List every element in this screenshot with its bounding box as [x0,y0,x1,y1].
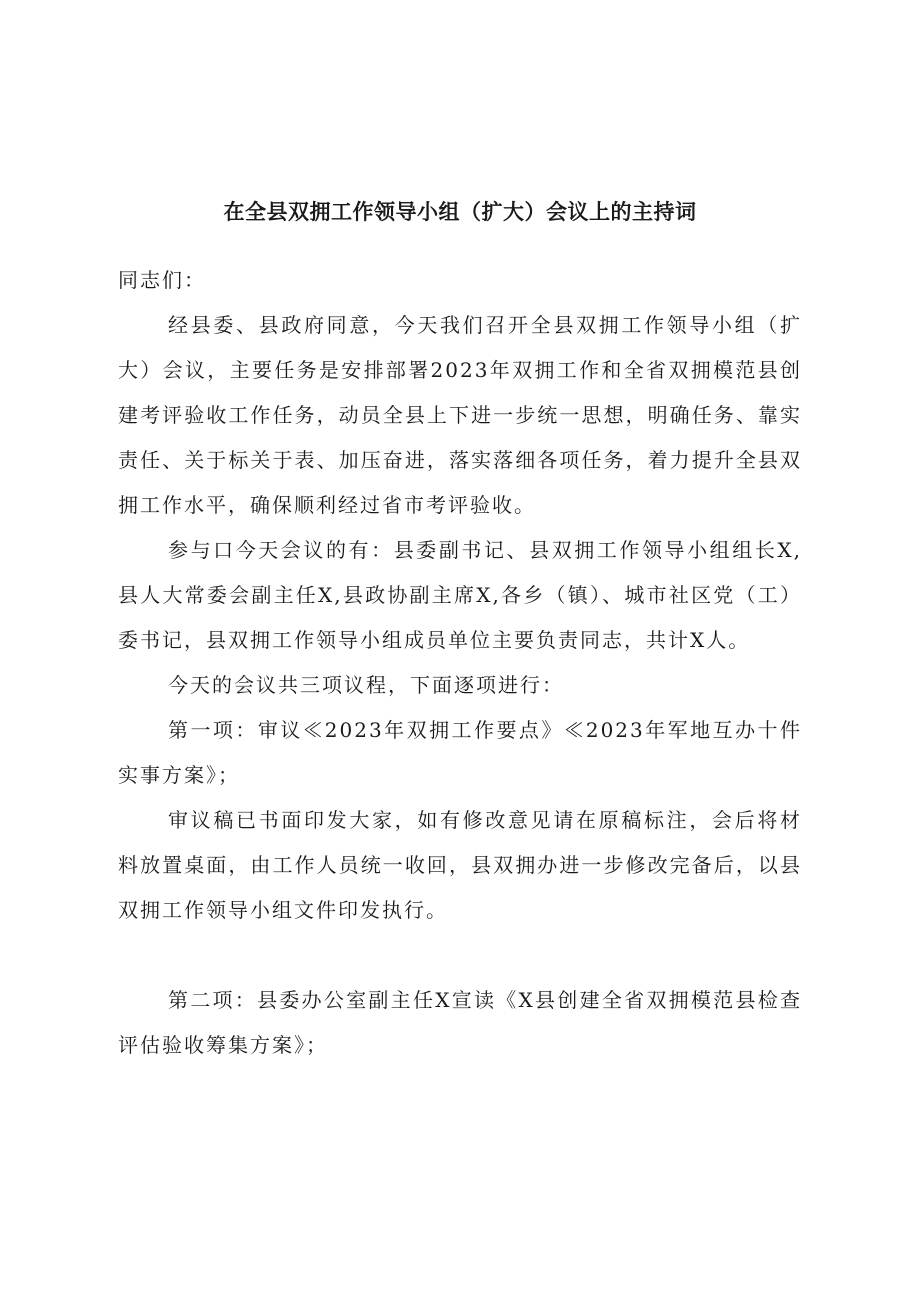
document-body [118,258,802,1068]
paragraph-agenda-intro: 今天的会议共三项议程，下面逐项进行： [168,673,564,697]
paragraph-opening: 经县委、县政府同意，今天我们召开全县双拥工作领导小组（扩大）会议，主要任务是安排部署2023年双拥工作和全省双拥模范县创建考评验收工作任务，动员全县上下进一步统一思想，明确任务、靠实责任、关于标关于表、加压奋进，落实落细各项任务，着力提升全县双拥工作水平，确保顺利经过省市考评验收。 [118,313,802,517]
paragraph-agenda-item-1: 第一项：审议≪2023年双拥工作要点》≪2023年军地互办十件实事方案》； [118,718,802,787]
salutation: 同志们： [118,268,206,292]
paragraph-agenda-item-2: 第二项：县委办公室副主任X宣读《X县创建全省双拥模范县检查评估验收筹集方案》； [118,988,802,1057]
paragraph-agenda-item-1-detail: 审议稿已书面印发大家，如有修改意见请在原稿标注，会后将材料放置桌面，由工作人员统一收回，县双拥办进一步修改完备后，以县双拥工作领导小组文件印发执行。 [118,808,802,922]
document-title: 在全县双拥工作领导小组（扩大）会议上的主持词 [223,200,697,224]
paragraph-attendees: 参与口今天会议的有：县委副书记、县双拥工作领导小组组长X,县人大常委会副主任X,县政协副主席X,各乡（镇）、城市社区党（工）委书记，县双拥工作领导小组成员单位主要负责同志，共计X人。 [118,538,802,652]
